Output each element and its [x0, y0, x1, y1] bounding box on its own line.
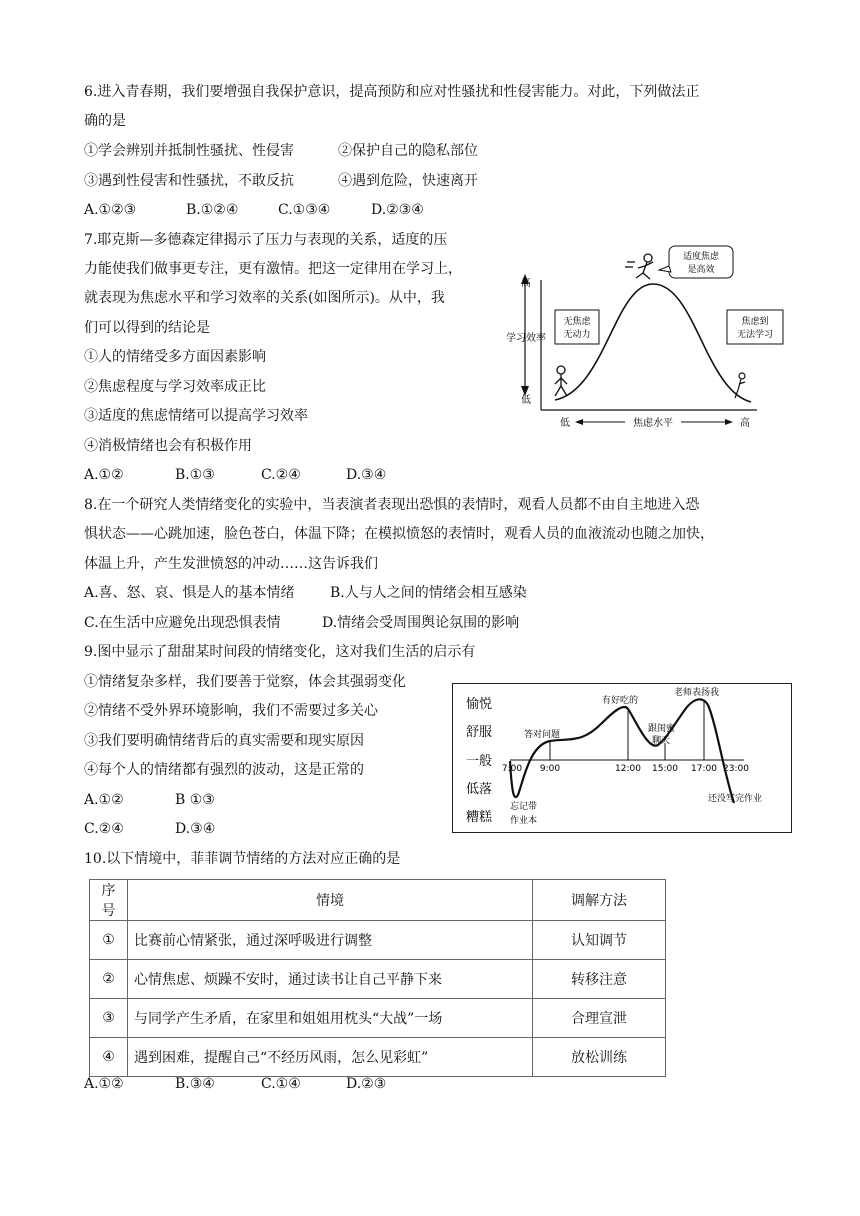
q7-figure: [495, 240, 795, 440]
q9-annotation-homework: 还没写完作业: [708, 794, 763, 804]
q7-option-c: C.②④: [261, 467, 301, 483]
q9-time-9: 9:00: [539, 764, 561, 774]
q7-bubble-line1: 适度焦虑: [682, 252, 720, 262]
q6-option-c: C.①③④: [278, 202, 331, 218]
q10-option-d: D.②③: [346, 1076, 387, 1092]
q10-row-3-situation: 与同学产生矛盾，在家里和姐姐用枕头“大战”一场: [128, 999, 533, 1038]
q9-statement-3: ③我们要明确情绪背后的真实需要和现实原因: [84, 733, 364, 749]
q6-stem-line-2: 确的是: [84, 113, 126, 129]
running-figure-icon: [625, 254, 653, 279]
table-row: [90, 921, 666, 960]
q7-xlabel: 焦虑水平: [633, 418, 673, 429]
q9-level-4: 低落: [466, 782, 493, 797]
q9-annotation-forgot-2: 作业本: [510, 816, 538, 826]
q8-stem-line-2: 惧状态——心跳加速，脸色苍白，体温下降；在模拟愤怒的表情时，观看人员的血液流动也随之加快，: [84, 526, 714, 542]
q9-level-3: 一般: [466, 754, 493, 769]
q7-ylabel: 学习效率: [506, 333, 546, 344]
q8-stem-line-1: 8.在一个研究人类情绪变化的实验中，当表演者表现出恐惧的表情时，观看人员都不由自主地进入恐: [84, 497, 700, 513]
q9-annotation-chat-2: 聊天: [652, 736, 671, 746]
q10-row-2-method: 转移注意: [533, 960, 666, 999]
table-row: [90, 999, 666, 1038]
q7-ylabel-high: 高: [521, 278, 531, 289]
q7-xlabel-high: 高: [740, 418, 750, 429]
q10-row-4-index: ④: [90, 1038, 128, 1077]
q9-time-17: 17:00: [691, 764, 717, 774]
q6-option-a: A.①②③: [84, 202, 137, 218]
q8-option-c: C.在生活中应避免出现恐惧表情: [84, 615, 281, 631]
q7-option-a: A.①②: [84, 467, 124, 483]
q10-header-index: 序号: [90, 880, 128, 921]
q7-right-box-line1: 焦虑到: [741, 317, 769, 327]
q7-statement-3: ③适度的焦虑情绪可以提高学习效率: [84, 408, 308, 424]
q7-ylabel-low: 低: [521, 395, 531, 406]
q10-row-4-situation: 遇到困难，提醒自己“不经历风雨，怎么见彩虹”: [128, 1038, 533, 1077]
q10-row-1-situation: 比赛前心情紧张，通过深呼吸进行调整: [128, 921, 533, 960]
q7-option-b: B.①③: [175, 467, 215, 483]
q9-annotation-forgot-1: 忘记带: [510, 802, 538, 812]
q9-figure: [452, 683, 792, 833]
q6-statement-3: ③遇到性侵害和性骚扰，不敢反抗: [84, 173, 294, 189]
q9-time-23: 23:00: [723, 764, 749, 774]
falling-figure-icon: [735, 373, 745, 398]
q10-row-3-method: 合理宣泄: [533, 999, 666, 1038]
q10-table-header: [90, 880, 666, 921]
q10-row-4-method: 放松训练: [533, 1038, 666, 1077]
q9-level-1: 愉悦: [466, 697, 493, 712]
q7-statement-2: ②焦虑程度与学习效率成正比: [84, 379, 266, 395]
sitting-figure-icon: [555, 366, 567, 396]
q10-table: [89, 879, 666, 1077]
q8-stem-line-3: 体温上升，产生发泄愤怒的冲动……这告诉我们: [84, 556, 378, 572]
table-row: [90, 1038, 666, 1077]
q9-stem: 9.图中显示了甜甜某时间段的情绪变化，这对我们生活的启示有: [84, 644, 476, 660]
q9-option-a: A.①②: [84, 792, 124, 808]
q9-option-c: C.②④: [84, 821, 124, 837]
q9-level-2: 舒服: [466, 725, 493, 740]
q6-option-d: D.②③④: [371, 202, 424, 218]
q9-annotation-answer: 答对问题: [524, 730, 561, 740]
q10-stem: 10.以下情境中，菲菲调节情绪的方法对应正确的是: [84, 851, 401, 867]
q7-left-box-line2: 无动力: [563, 330, 591, 340]
q6-statement-1: ①学会辨别并抵制性骚扰、性侵害: [84, 143, 294, 159]
q9-time-12: 12:00: [615, 764, 641, 774]
q7-stem-line-2: 力能使我们做事更专注，更有激情。把这一定律用在学习上，: [84, 261, 462, 277]
q6-statement-4: ④遇到危险，快速离开: [338, 173, 478, 189]
q10-option-c: C.①④: [261, 1076, 301, 1092]
q7-xlabel-low: 低: [560, 418, 570, 429]
q7-bubble-line2: 是高效: [687, 265, 715, 275]
q9-statement-4: ④每个人的情绪都有强烈的波动，这是正常的: [84, 762, 364, 778]
q6-statement-2: ②保护自己的隐私部位: [338, 143, 478, 159]
q10-header-method: 调解方法: [533, 880, 666, 921]
q10-option-b: B.③④: [175, 1076, 215, 1092]
q10-row-3-index: ③: [90, 999, 128, 1038]
q9-statement-2: ②情绪不受外界环境影响，我们不需要过多关心: [84, 703, 378, 719]
q6-option-b: B.①②④: [186, 202, 239, 218]
q7-statement-1: ①人的情绪受多方面因素影响: [84, 349, 266, 365]
q9-option-b: B ①③: [175, 792, 215, 808]
q10-row-1-method: 认知调节: [533, 921, 666, 960]
q10-header-situation: 情境: [128, 880, 533, 921]
q7-option-d: D.③④: [346, 467, 387, 483]
q10-option-a: A.①②: [84, 1076, 124, 1092]
q10-row-2-situation: 心情焦虑、烦躁不安时，通过读书让自己平静下来: [128, 960, 533, 999]
q9-time-7: 7:00: [501, 764, 523, 774]
q7-stem-line-1: 7.耶克斯—多德森定律揭示了压力与表现的关系，适度的压: [84, 232, 448, 248]
q9-time-15: 15:00: [652, 764, 678, 774]
q9-option-d: D.③④: [175, 821, 216, 837]
q8-option-d: D.情绪会受周围舆论氛围的影响: [322, 615, 520, 631]
q9-annotation-chat-1: 跟闺蜜: [648, 724, 676, 734]
q7-right-box-line2: 无法学习: [736, 330, 774, 340]
q9-statement-1: ①情绪复杂多样，我们要善于觉察，体会其强弱变化: [84, 674, 406, 690]
q8-option-a: A.喜、怒、哀、惧是人的基本情绪: [84, 585, 295, 601]
table-row: [90, 960, 666, 999]
q10-row-2-index: ②: [90, 960, 128, 999]
q7-statement-4: ④消极情绪也会有积极作用: [84, 438, 252, 454]
q6-stem-line-1: 6.进入青春期，我们要增强自我保护意识，提高预防和应对性骚扰和性侵害能力。对此，下列做法正: [84, 84, 700, 100]
q7-left-box-line1: 无焦虑: [563, 317, 591, 327]
q9-level-5: 糟糕: [466, 810, 493, 825]
q8-option-b: B.人与人之间的情绪会相互感染: [330, 585, 527, 601]
q7-stem-line-4: 们可以得到的结论是: [84, 320, 210, 336]
q10-row-1-index: ①: [90, 921, 128, 960]
q9-annotation-praise: 老师表扬我: [674, 688, 720, 698]
q7-stem-line-3: 就表现为焦虑水平和学习效率的关系(如图所示)。从中，我: [84, 290, 445, 306]
q9-annotation-food: 有好吃的: [602, 696, 639, 706]
